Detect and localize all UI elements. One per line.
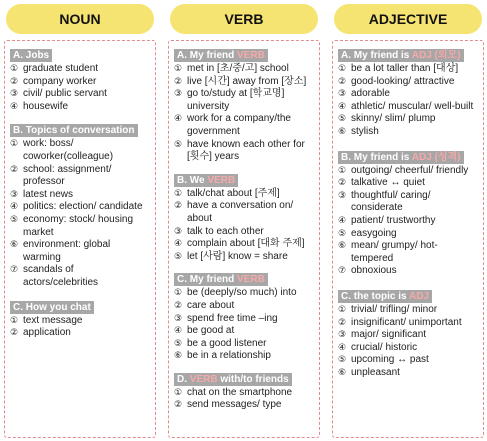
item-text: environment: global warming	[23, 239, 111, 263]
adjective-section-title-prefix: A. My friend is	[341, 50, 412, 61]
item-text: company worker	[23, 75, 97, 87]
verb-section-title-prefix: D.	[177, 373, 190, 385]
item-text: outgoing/ cheerful/ friendly	[351, 164, 469, 176]
item-number: ④	[10, 101, 19, 112]
item-number: ⑤	[174, 338, 183, 349]
verb-section-title-highlight: VERB	[237, 50, 265, 61]
noun-list-item	[10, 101, 150, 114]
adjective-section	[338, 147, 478, 278]
item-text: major/ significant	[351, 329, 427, 341]
adjective-list-item	[338, 76, 478, 89]
item-text: adorable	[351, 88, 390, 100]
item-text: latest news	[23, 188, 74, 200]
verb-section-title-prefix: C. My friend	[177, 274, 238, 286]
adjective-list-item	[338, 354, 478, 367]
item-number: ①	[174, 188, 183, 199]
adjective-list-item	[338, 265, 478, 278]
verb-section	[174, 369, 314, 412]
adjective-list-item	[338, 342, 478, 355]
item-number: ④	[174, 114, 183, 125]
adjective-section-title	[338, 49, 464, 62]
item-text: talk to each other	[187, 225, 264, 237]
item-number: ③	[174, 226, 183, 237]
adjective-list-item	[338, 88, 478, 101]
verb-list-item	[174, 300, 314, 313]
item-number: ⑥	[174, 351, 183, 362]
item-number: ④	[338, 215, 347, 226]
noun-list-item	[10, 63, 150, 76]
item-number: ②	[10, 328, 19, 339]
adjective-section-title-highlight: ADJ	[408, 290, 429, 302]
item-text: let [사람] know = share	[187, 250, 288, 262]
verb-column	[168, 0, 320, 411]
item-text: economy: stock/ housing market	[23, 213, 134, 238]
noun-list-item	[10, 327, 150, 340]
item-number: ④	[174, 326, 183, 337]
adjective-list-item	[338, 126, 478, 139]
noun-list-item	[10, 88, 150, 101]
item-text: spend free time –ing	[187, 312, 278, 324]
adjective-list-item	[338, 177, 478, 190]
verb-list-item	[174, 200, 314, 225]
adjective-header: ADJECTIVE	[334, 4, 482, 34]
item-number: ①	[10, 64, 19, 74]
item-number: ①	[10, 139, 19, 150]
item-number: ③	[338, 190, 347, 201]
verb-list-item	[174, 251, 314, 264]
item-text: trivial/ trifling/ minor	[351, 303, 438, 315]
item-text: upcoming ↔ past	[351, 354, 429, 366]
verb-list-item	[174, 313, 314, 326]
item-text: be a good listener	[187, 337, 267, 349]
item-number: ①	[174, 387, 183, 398]
item-number: ④	[338, 342, 347, 353]
item-text: thoughtful/ caring/ considerate	[351, 189, 431, 214]
verb-list-item	[174, 399, 314, 412]
verb-section-title-prefix: A. My friend	[177, 50, 238, 61]
verb-list-item	[174, 63, 314, 76]
item-number: ③	[10, 189, 19, 200]
verb-list-item	[174, 188, 314, 201]
item-text: text message	[23, 314, 83, 326]
adjective-section-title-highlight: ADJ (외모)	[411, 50, 461, 61]
verb-list-item	[174, 350, 314, 363]
verb-section-title	[174, 273, 268, 286]
adjective-list-item	[338, 228, 478, 241]
item-number: ②	[174, 300, 183, 311]
item-text: be good at	[187, 325, 235, 337]
adjective-list-item	[338, 317, 478, 330]
adjective-list-item	[338, 304, 478, 317]
item-text: live [시간] away from [장소]	[187, 75, 307, 87]
item-number: ⑤	[338, 355, 347, 366]
adjective-list-item	[338, 113, 478, 126]
verb-section-title-highlight: VERB	[189, 373, 218, 385]
item-text: chat on the smartphone	[187, 386, 293, 398]
adjective-list-item	[338, 240, 478, 265]
item-number: ②	[338, 76, 347, 87]
adjective-column	[332, 0, 484, 378]
verb-list-item	[174, 325, 314, 338]
item-number: ④	[174, 239, 183, 250]
verb-section-title	[174, 49, 268, 62]
item-number: ①	[338, 304, 347, 315]
item-number: ③	[174, 313, 183, 324]
item-number: ⑤	[338, 114, 347, 125]
item-number: ⑤	[10, 214, 19, 225]
verb-section	[174, 269, 314, 363]
verb-list-item	[174, 226, 314, 239]
item-text: be in a relationship	[187, 350, 271, 362]
item-number: ③	[10, 89, 19, 100]
item-number: ②	[338, 317, 347, 328]
item-text: civil/ public servant	[23, 88, 107, 100]
verb-list-item	[174, 113, 314, 138]
noun-list-item	[10, 315, 150, 328]
item-text: send messages/ type	[187, 399, 282, 411]
item-text: school: assignment/ professor	[23, 163, 112, 188]
verb-section-title-suffix: with/to friends	[217, 373, 289, 385]
item-number: ⑥	[10, 240, 19, 251]
item-number: ⑥	[338, 126, 347, 137]
noun-list-item	[10, 239, 150, 264]
verb-section-title-prefix: B. We	[177, 174, 208, 186]
item-number: ②	[174, 201, 183, 212]
adjective-section-title-prefix: C. the topic is	[341, 290, 409, 302]
adjective-list-item	[338, 165, 478, 178]
item-text: politics: election/ candidate	[23, 201, 143, 213]
item-text: patient/ trustworthy	[351, 214, 436, 226]
item-number: ⑦	[10, 265, 19, 276]
item-number: ②	[174, 76, 183, 87]
noun-list-item	[10, 189, 150, 202]
verb-list-item	[174, 338, 314, 351]
item-number: ①	[338, 64, 347, 74]
noun-section-title: B. Topics of conversation	[10, 124, 138, 137]
item-number: ⑥	[338, 367, 347, 378]
noun-section-title: A. Jobs	[10, 49, 52, 62]
item-number: ②	[10, 76, 19, 87]
noun-section-title: C. How you chat	[10, 301, 94, 314]
item-text: stylish	[351, 125, 379, 137]
item-number: ①	[338, 165, 347, 176]
item-text: obnoxious	[351, 265, 397, 277]
item-text: talkative ↔ quiet	[351, 177, 425, 189]
item-text: application	[23, 327, 71, 339]
verb-section-title	[174, 373, 292, 386]
noun-list-item	[10, 138, 150, 163]
verb-list-item	[174, 387, 314, 400]
item-text: have a conversation on/ about	[187, 200, 294, 224]
item-text: work for a company/the government	[187, 113, 291, 137]
item-text: good-looking/ attractive	[351, 75, 455, 87]
adjective-box	[332, 40, 484, 438]
verb-list-item	[174, 76, 314, 89]
verb-section	[174, 170, 314, 264]
adjective-section-title-highlight: ADJ (성격)	[411, 151, 461, 163]
item-text: care about	[187, 299, 235, 311]
item-text: be a lot taller than [대상]	[351, 63, 459, 74]
item-number: ④	[10, 202, 19, 213]
adjective-list-item	[338, 190, 478, 215]
adjective-section-title	[338, 290, 432, 303]
verb-section	[174, 45, 314, 164]
verb-list-item	[174, 139, 314, 164]
adjective-section	[338, 286, 478, 380]
adjective-list-item	[338, 101, 478, 114]
item-number: ①	[174, 64, 183, 74]
item-text: mean/ grumpy/ hot-tempered	[351, 240, 438, 264]
item-number: ⑤	[174, 139, 183, 150]
verb-list-item	[174, 238, 314, 251]
adjective-list-item	[338, 367, 478, 380]
item-text: graduate student	[23, 63, 99, 74]
verb-list-item	[174, 287, 314, 300]
item-number: ⑤	[338, 228, 347, 239]
noun-list-item	[10, 164, 150, 189]
item-text: work: boss/ coworker(colleague)	[23, 138, 114, 162]
item-number: ⑦	[338, 266, 347, 277]
item-number: ②	[10, 164, 19, 175]
item-number: ①	[174, 288, 183, 299]
noun-box	[4, 40, 156, 438]
item-text: be (deeply/so much) into	[187, 287, 297, 299]
item-number: ②	[174, 400, 183, 411]
verb-list-item	[174, 88, 314, 113]
adjective-list-item	[338, 215, 478, 228]
noun-column	[4, 0, 156, 339]
adjective-section-title-prefix: B. My friend is	[341, 151, 412, 163]
adjective-section	[338, 45, 478, 139]
item-text: have known each other for [횟수] years	[187, 138, 305, 163]
item-number: ③	[174, 89, 183, 100]
item-text: skinny/ slim/ plump	[351, 113, 436, 125]
noun-section	[10, 120, 150, 289]
item-text: housewife	[23, 100, 69, 112]
item-text: insignificant/ unimportant	[351, 316, 462, 328]
verb-box	[168, 40, 320, 438]
item-text: easygoing	[351, 227, 397, 239]
adjective-section-title	[338, 151, 464, 164]
verb-section-title	[174, 174, 238, 187]
item-number: ③	[338, 89, 347, 100]
item-number: ①	[10, 315, 19, 326]
item-text: unpleasant	[351, 366, 400, 378]
item-text: athletic/ muscular/ well-built	[351, 100, 474, 112]
adjective-list-item	[338, 63, 478, 76]
noun-list-item	[10, 264, 150, 289]
noun-header: NOUN	[6, 4, 154, 34]
item-number: ③	[338, 330, 347, 341]
item-text: crucial/ historic	[351, 341, 418, 353]
adjective-list-item	[338, 329, 478, 342]
noun-section	[10, 45, 150, 113]
item-number: ④	[338, 101, 347, 112]
item-number: ⑤	[174, 251, 183, 262]
noun-section	[10, 297, 150, 340]
item-number: ⑥	[338, 241, 347, 252]
item-text: scandals of actors/celebrities	[23, 264, 99, 288]
item-number: ②	[338, 178, 347, 189]
item-text: talk/chat about [주제]	[187, 187, 280, 199]
noun-list-item	[10, 214, 150, 239]
verb-section-title-highlight: VERB	[237, 274, 265, 286]
noun-list-item	[10, 201, 150, 214]
noun-list-item	[10, 76, 150, 89]
verb-header: VERB	[170, 4, 318, 34]
verb-section-title-highlight: VERB	[207, 174, 236, 186]
item-text: met in [초/중/고] school	[187, 63, 289, 74]
item-text: go to/study at [학교명] university	[187, 88, 285, 112]
item-text: complain about [대화 주제]	[187, 238, 305, 250]
